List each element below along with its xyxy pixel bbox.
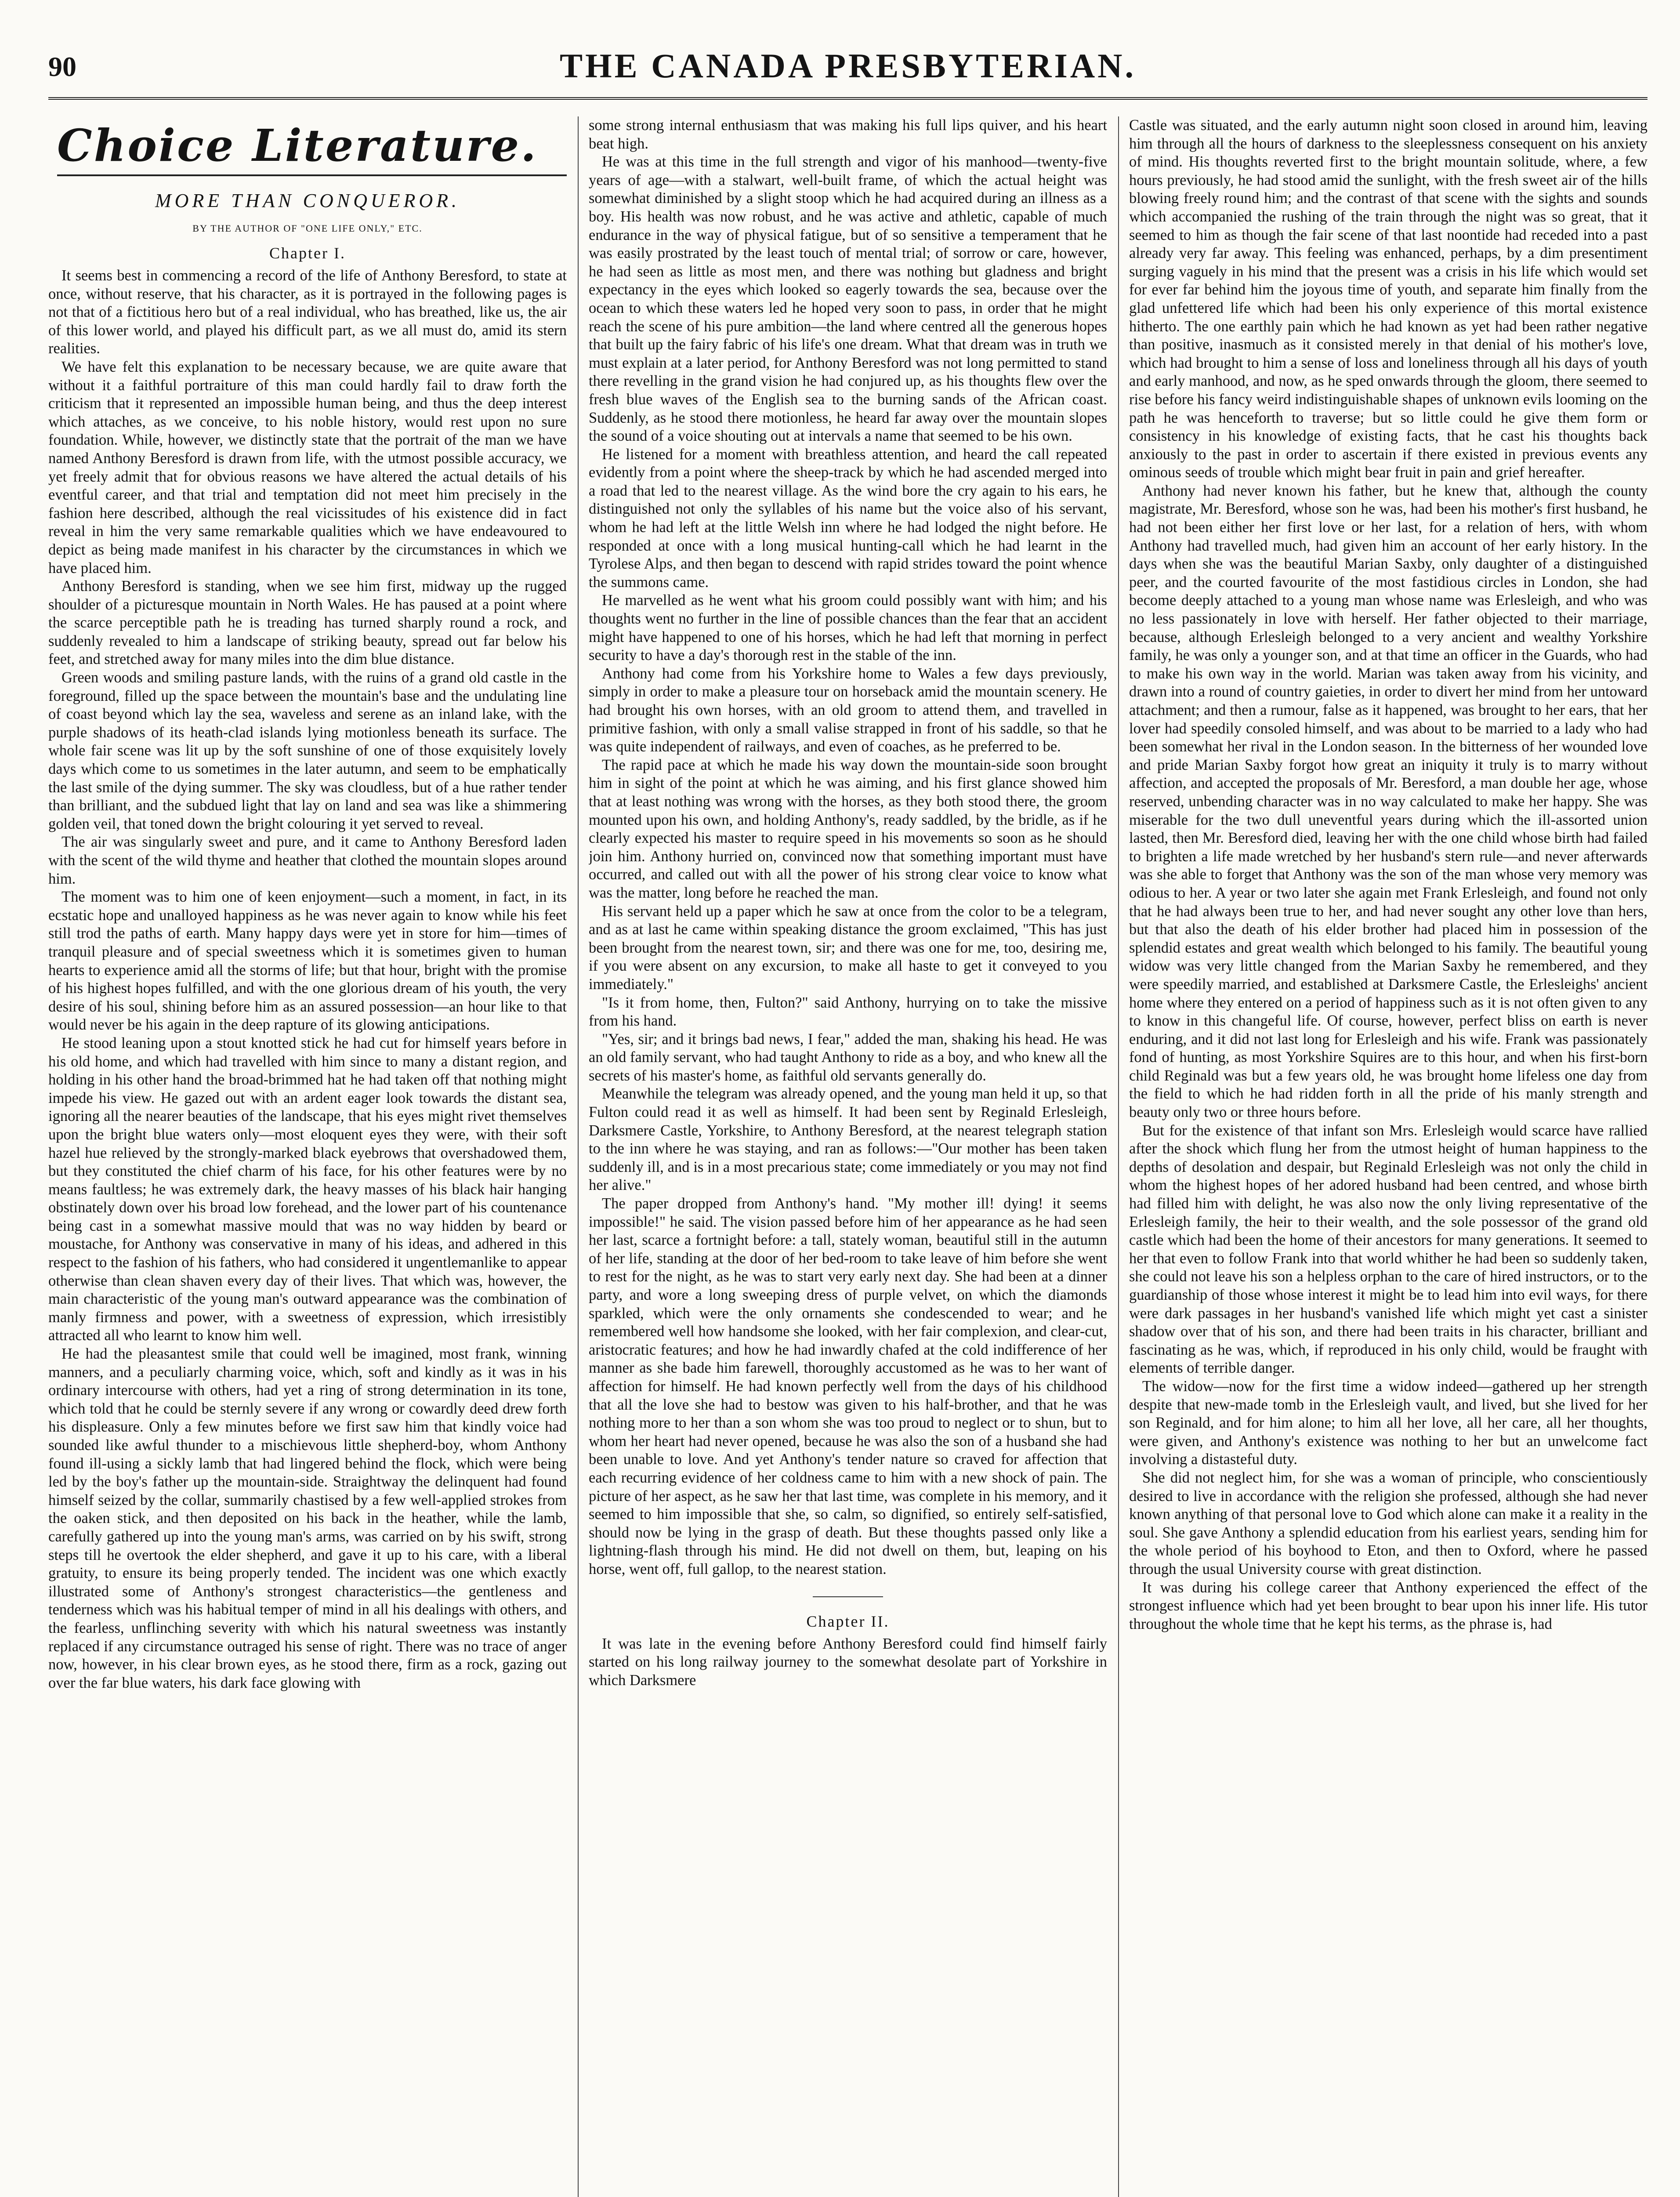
paragraph: some strong internal enthusiasm that was making his full lips quiver, and his heart beat high. bbox=[589, 117, 1107, 152]
paragraph: The widow—now for the first time a widow indeed—gathered up her strength despite that new-made tomb in the Erlesleigh vault, and lived, but she lived for her son Reginald, and for him alone; to him all her love, all her care, all her thoughts, were given, and Anthony's existence was nothing to her but an unwelcome fact involving a distasteful duty. bbox=[1129, 1378, 1647, 1468]
paragraph: Meanwhile the telegram was already opened, and the young man held it up, so that Fulton could read it as well as himself. It had been sent by Reginald Erlesleigh, Darksmere Castle, Yorkshire, to Anthony Beresford, at the nearest telegraph station to the inn where he was staying, and ran as follows:—"Our mother has been taken suddenly ill, and is in a most precarious state; come immediately or you may not find her alive." bbox=[589, 1085, 1107, 1194]
newspaper-page bbox=[48, 42, 1647, 2197]
paragraph: She did not neglect him, for she was a woman of principle, who conscientiously desired to live in accordance with the religion she professed, although she had never known anything of that personal love to God which alone can make it a reality in the soul. She gave Anthony a splendid education from his earliest years, sending him for the whole period of his boyhood to Eton, and then to Oxford, where he passed through the usual University course with great distinction. bbox=[1129, 1469, 1647, 1577]
chapter-heading: Chapter I. bbox=[269, 244, 346, 262]
column-divider bbox=[578, 116, 579, 2197]
text-columns bbox=[48, 116, 1647, 2197]
column-1 bbox=[48, 116, 567, 2197]
paragraph: The rapid pace at which he made his way down the mountain-side soon brought him in sight of the point at which he was aiming, and his first glance showed him that at least nothing was wrong with the horses, as they both stood there, the groom mounted upon his own, and holding Anthony's, ready saddled, by the bridle, as if he clearly expected his master to require speed in his movements so soon as he should join him. Anthony hurried on, convinced now that something important must have occurred, and called out with all the power of his strong clear voice to know what was the matter, long before he reached the man. bbox=[589, 756, 1107, 901]
paragraph: The paper dropped from Anthony's hand. "My mother ill! dying! it seems impossible!" he said. The vision passed before him of her appearance as he had seen her last, scarce a fortnight before: a tall, stately woman, beautiful still in the autumn of her life, standing at the door of her bed-room to take leave of him before she went to rest for the night, as he was to start very early next day. She had been at a dinner party, and wore a long sweeping dress of purple velvet, on which the diamonds sparkled, which were the only ornaments she condescended to wear; and he remembered well how handsome she looked, with her fair complexion, and clear-cut, aristocratic features; and how he had inwardly chafed at the cold indifference of her manner as she bade him farewell, thoroughly accustomed as he was to her want of affection for himself. He had known perfectly well from the days of his childhood that all the love she had to bestow was given to his half-brother, and that he was nothing more to her than a son whom she was too proud to neglect or to shun, but to whom her heart had never opened, because he was also the son of a husband she had been unable to love. And yet Anthony's tender nature so craved for affection that each recurring evidence of her coldness came to him with a new shock of pain. The picture of her aspect, as he saw her that last time, was complete in his memory, and it seemed to him impossible that she, so calm, so dignified, so entirely self-satisfied, should now be lying in the grasp of death. But these thoughts passed only like a lightning-flash through his mind. He did not dwell on them, but, leaping on his horse, went off, full gallop, to the nearest station. bbox=[589, 1195, 1107, 1577]
chapter-heading: Chapter II. bbox=[806, 1612, 890, 1630]
paragraph: "Is it from home, then, Fulton?" said Anthony, hurrying on to take the missive from his hand. bbox=[589, 994, 1107, 1030]
paragraph: We have felt this explanation to be necessary because, we are quite aware that without it a faithful portraiture of this man could hardly fail to draw forth the criticism that it represented an impossible human being, and thus the deep interest which attaches, as we conceive, to his noble history, would rest upon no sure foundation. While, however, we distinctly state that the portrait of the man we have named Anthony Beresford is drawn from life, with the utmost possible accuracy, we yet freely admit that for obvious reasons we have altered the actual details of his eventful career, and that trial and temptation did not meet him precisely in the fashion here described, although the real vicissitudes of his existence did in fact reveal in him the very same remarkable qualities which we have endeavoured to depict as being made manifest in his character by the circumstances in which we have placed him. bbox=[48, 358, 567, 576]
paragraph: It was late in the evening before Anthony Beresford could find himself fairly started on his long railway journey to the somewhat desolate part of Yorkshire in which Darksmere bbox=[589, 1635, 1107, 1689]
paragraph: The moment was to him one of keen enjoyment—such a moment, in fact, in its ecstatic hope and unalloyed happiness as he was never again to know while his feet still trod the paths of earth. Many happy days were yet in store for him—times of tranquil pleasure and of special sweetness which it is sometimes given to human hearts to experience amid all the storms of life; but that hour, bright with the promise of his highest hopes fulfilled, and with the one glorious dream of his youth, the very desire of his soul, shining before him as an assured possession—an hour like to that would never be his again in the deep rapture of its glowing anticipations. bbox=[48, 888, 567, 1033]
paragraph: He marvelled as he went what his groom could possibly want with him; and his thoughts went no further in the line of possible chances than the fear that an accident might have happened to one of his horses, which he had left that morning in perfect security to have a day's thorough rest in the stable of the inn. bbox=[589, 592, 1107, 664]
section-heading: Choice Literature. bbox=[57, 119, 567, 176]
running-title: THE CANADA PRESBYTERIAN. bbox=[559, 47, 1137, 85]
paragraph: But for the existence of that infant son Mrs. Erlesleigh would scarce have rallied after the shock which flung her from the utmost height of human happiness to the depths of desolation and despair, but Reginald Erlesleigh was not only the child in whom the highest hopes of her adored husband had been centred, and whose birth had filled him with delight, he was also now the only living representative of the Erlesleigh family, the heir to their wealth, and the sole possessor of the grand old castle which had been the home of their ancestors for many generations. It seemed to her that even to follow Frank into that world whither he had been so suddenly taken, she could not leave his son a helpless orphan to the care of hired instructors, or to the guardianship of those whose interest it might be to lead him into evil ways, for there were dark passages in her husband's vanished life which might yet cast a sinister shadow over that of his son, and there had been traits in his character, brilliant and fascinating as he was, which, if reproduced in his only child, would be fraught with elements of terrible danger. bbox=[1129, 1122, 1647, 1377]
paragraph: Anthony Beresford is standing, when we see him first, midway up the rugged shoulder of a picturesque mountain in North Wales. He has paused at a point where the scarce perceptible path he is treading has turned sharply round a rock, and suddenly revealed to him a landscape of striking beauty, spread out far below his feet, and stretched away for many miles into the dim blue distance. bbox=[48, 578, 567, 668]
page-header bbox=[48, 42, 1647, 108]
column-2 bbox=[589, 116, 1107, 2197]
paragraph: Anthony had never known his father, but he knew that, although the county magistrate, Mr. Beresford, whose son he was, had been his mother's first husband, he had not been either her first love or her last, for a relation of hers, with whom Anthony had travelled much, had given him an account of her early history. In the days when she was the beautiful Marian Saxby, only daughter of a distinguished peer, and the courted favourite of the most fastidious circles in London, she had become deeply attached to a young man whose name was Erlesleigh, and who was no less passionately in love with herself. Her father objected to their marriage, because, although Erlesleigh belonged to a very ancient and wealthy Yorkshire family, he was only a younger son, and at that time an officer in the Guards, who had to make his own way in the world. Marian was taken away from his vicinity, and drawn into a round of country gaieties, in order to divert her mind from her untoward attachment; and then a rumour, false as it happened, was brought to her ears, that her lover had speedily consoled himself, and was about to be married to a lady who had been somewhat her rival in the London season. In the bitterness of her wounded love and pride Marian Saxby forgot how great an iniquity it truly is to marry without affection, and accepted the proposals of Mr. Beresford, a man double her age, whose reserved, unbending character was in no way calculated to make her happy. She was miserable for the two dull uneventful years during which the ill-assorted union lasted, then Mr. Beresford died, leaving her with the one child whose birth had failed to brighten a life made wretched by her husband's stern rule—and never afterwards was she able to forget that Anthony was the son of the man whose very memory was odious to her. A year or two later she again met Frank Erlesleigh, and found not only that he had always been true to her, and had never sought any other love than hers, but that also the death of his elder brother had placed him in possession of the splendid estates and great wealth which belonged to his family. The beautiful young widow was very little changed from the Marian Saxby he remembered, and they were speedily married, and established at Darksmere Castle, the Erlesleighs' ancient home where they entered on a period of happiness such as it is not often given to any to know in this changeful life. Of course, however, perfect bliss on earth is never enduring, and it did not last long for Erlesleigh and his wife. Frank was passionately fond of hunting, as most Yorkshire Squires are to this hour, and when his first-born child Reginald was but a few years old, he was brought home lifeless one day from the field to which he had ridden forth in all the pride of his manly strength and beauty only two or three hours before. bbox=[1129, 482, 1647, 1121]
paragraph: He was at this time in the full strength and vigor of his manhood—twenty-five years of age—with a stalwart, well-built frame, of which the actual height was somewhat diminished by a slight stoop which he had acquired during an illness as a boy. His health was now robust, and he was active and athletic, capable of much endurance in the way of physical fatigue, but of so sensitive a temperament that he was easily prostrated by the least touch of mental trial; of sorrow or care, however, he had seen as little as most men, and there was nothing but gladness and bright expectancy in the eyes which looked so eagerly towards the sea, because over the ocean to which these waters led he hoped very soon to pass, in order that he might reach the scene of his pure ambition—the land where centred all the generous hopes that built up the fairy fabric of his life's one dream. What that dream was in truth we must explain at a later period, for Anthony Beresford was not long permitted to stand there revelling in the grand vision he had conjured up, as his thoughts flew over the fresh blue waves of the English sea to the burning sands of the African coast. Suddenly, as he stood there motionless, he heard far away over the mountain slopes the sound of a voice shouting out at intervals a name that seemed to be his own. bbox=[589, 153, 1107, 445]
paragraph: It was during his college career that Anthony experienced the effect of the strongest influence which had yet been brought to bear upon his inner life. His tutor throughout the whole time that he kept his terms, as the phrase is, had bbox=[1129, 1579, 1647, 1632]
paragraph: His servant held up a paper which he saw at once from the color to be a telegram, and as at last he came within speaking distance the groom exclaimed, "This has just been brought from the nearest town, sir; and there was one for me, too, desiring me, if you were absent on any excursion, to make all haste to get it conveyed to you immediately." bbox=[589, 903, 1107, 993]
paragraph: Green woods and smiling pasture lands, with the ruins of a grand old castle in the foreground, filled up the space between the mountain's base and the undulating line of coast beyond which lay the sea, waveless and serene as an inland lake, with the purple shadows of its heath-clad islands lying motionless beneath its surface. The whole fair scene was lit up by the soft sunshine of one of those exquisitely lovely days which come to us sometimes in the later autumn, and seem to be emphatically the last smile of the dying summer. The sky was cloudless, but of a hue rather tender than brilliant, and the subdued light that lay on land and sea was like a shimmering golden veil, that toned down the bright colouring it yet served to reveal. bbox=[48, 669, 567, 832]
paragraph: He stood leaning upon a stout knotted stick he had cut for himself years before in his old home, and which had travelled with him since to many a distant region, and holding in his other hand the broad-brimmed hat he had taken off that nothing might impede his view. He gazed out with an ardent eager look towards the distant sea, ignoring all the nearer beauties of the landscape, that his eyes might rivet themselves upon the bright blue waters only—most eloquent eyes they were, with their soft hazel hue relieved by the strongly-marked black eyebrows that overshadowed them, but they constituted the chief charm of his face, for his other features were by no means faultless; he was extremely dark, the heavy masses of his black hair hanging obstinately down over his broad low forehead, and the lower part of his countenance being cast in a somewhat massive mould that was no way hidden by beard or moustache, for Anthony was conservative in many of his ideas, and adhered in this respect to the fashion of his fathers, who had considered it ungentlemanlike to appear otherwise than clean shaven every day of their lives. That which was, however, the main characteristic of the young man's outward appearance was the combination of manly firmness and power, with a sweetness of expression, which irresistibly attracted all who learnt to know him well. bbox=[48, 1034, 567, 1344]
paragraph: The air was singularly sweet and pure, and it came to Anthony Beresford laden with the scent of the wild thyme and heather that clothed the mountain slopes around him. bbox=[48, 834, 567, 887]
chapter-divider bbox=[813, 1596, 883, 1597]
story-title: MORE THAN CONQUEROR. bbox=[155, 190, 460, 211]
paragraph: He listened for a moment with breathless attention, and heard the call repeated evidently from a point where the sheep-track by which he had ascended merged into a road that led to the nearest village. As the wind bore the cry again to his ears, he distinguished not only the syllables of his name but the voice also of his servant, whom he had left at the little Welsh inn where he had lodged the night before. He responded at once with a long musical hunting-call which he had learnt in the Tyrolese Alps, and then began to descend with rapid strides toward the point whence the summons came. bbox=[589, 446, 1107, 591]
column-3 bbox=[1129, 116, 1647, 2197]
story-byline: BY THE AUTHOR OF "ONE LIFE ONLY," ETC. bbox=[192, 223, 423, 234]
column-divider bbox=[1118, 116, 1119, 2197]
paragraph: "Yes, sir; and it brings bad news, I fear," added the man, shaking his head. He was an old family servant, who had taught Anthony to ride as a boy, and who knew all the secrets of his master's home, as faithful old servants generally do. bbox=[589, 1030, 1107, 1084]
paragraph: He had the pleasantest smile that could well be imagined, most frank, winning manners, and a peculiarly charming voice, which, soft and kindly as it was in his ordinary intercourse with others, had yet a ring of strong determination in its tone, which told that he could be sternly severe if any wrong or cowardly deed drew forth his displeasure. Only a few minutes before we first saw him that kindly voice had sounded like awful thunder to a mischievous little shepherd-boy, whom Anthony found ill-using a sickly lamb that had lingered behind the flock, which were being led by the boy's father up the mountain-side. Straightway the delinquent had found himself seized by the collar, summarily chastised by a few well-applied strokes from the oaken stick, and then deposited on his back in the heather, while the lamb, carefully gathered up into the young man's arms, was carried on by his swift, strong steps till he overtook the elder shepherd, and gave it up to his care, with a liberal gratuity, to ensure its being properly tended. The incident was one which exactly illustrated some of Anthony's strongest characteristics—the gentleness and tenderness which was his habitual temper of mind in all his dealings with others, and the fearless, unflinching severity with which his natural sweetness was instantly replaced if any circumstance outraged his sense of right. There was no trace of anger now, however, in his clear brown eyes, as he stood there, firm as a rock, gazing out over the far blue waters, his dark face glowing with bbox=[48, 1345, 567, 1691]
paragraph: Anthony had come from his Yorkshire home to Wales a few days previously, simply in order to make a pleasure tour on horseback amid the mountain scenery. He had brought his own horses, with an old groom to attend them, and travelled in primitive fashion, with only a small valise strapped in front of his saddle, so that he was quite independent of railways, and even of coaches, as he preferred to be. bbox=[589, 665, 1107, 755]
header-rule bbox=[48, 97, 1647, 100]
page-number: 90 bbox=[48, 51, 76, 82]
paragraph: It seems best in commencing a record of the life of Anthony Beresford, to state at once, without reserve, that his character, as it is portrayed in the following pages is not that of a fictitious hero but of a real individual, who has breathed, like us, the air of this lower world, and played his difficult part, as we all must do, amid its stern realities. bbox=[48, 267, 567, 357]
paragraph: Castle was situated, and the early autumn night soon closed in around him, leaving him through all the hours of darkness to the sleeplessness consequent on his anxiety of mind. His thoughts reverted first to the bright mountain solitude, where, a few hours previously, he had stood amid the sunlight, with the fresh sweet air of the hills blowing freely round him; and the contrast of that scene with the sights and sounds which accompanied the rushing of the train through the night was so great, that it seemed to him as though the fair scene of that last noontide had receded into a past already very far away. This feeling was enhanced, perhaps, by a dim presentiment surging vaguely in his mind that the present was a crisis in his life which would set for ever far behind him the joyous time of youth, and separate him finally from the glad unfettered life which had been his only experience of this mortal existence hitherto. The one earthly pain which he had known as yet had been rather negative than positive, inasmuch as it consisted merely in that denial of his mother's love, which had brought to him a sense of loss and loneliness through all his days of youth and early manhood, and now, as he sped onwards through the gloom, there seemed to rise before his fancy weird indistinguishable shapes of unknown evils looming on the path he was henceforth to traverse; but so little could he give them form or consistency in his knowledge of existing facts, that he cast his thoughts back anxiously to the past in order to ascertain if there existed in previous events any ominous seeds of trouble which might bear fruit in pain and grief hereafter. bbox=[1129, 117, 1647, 481]
